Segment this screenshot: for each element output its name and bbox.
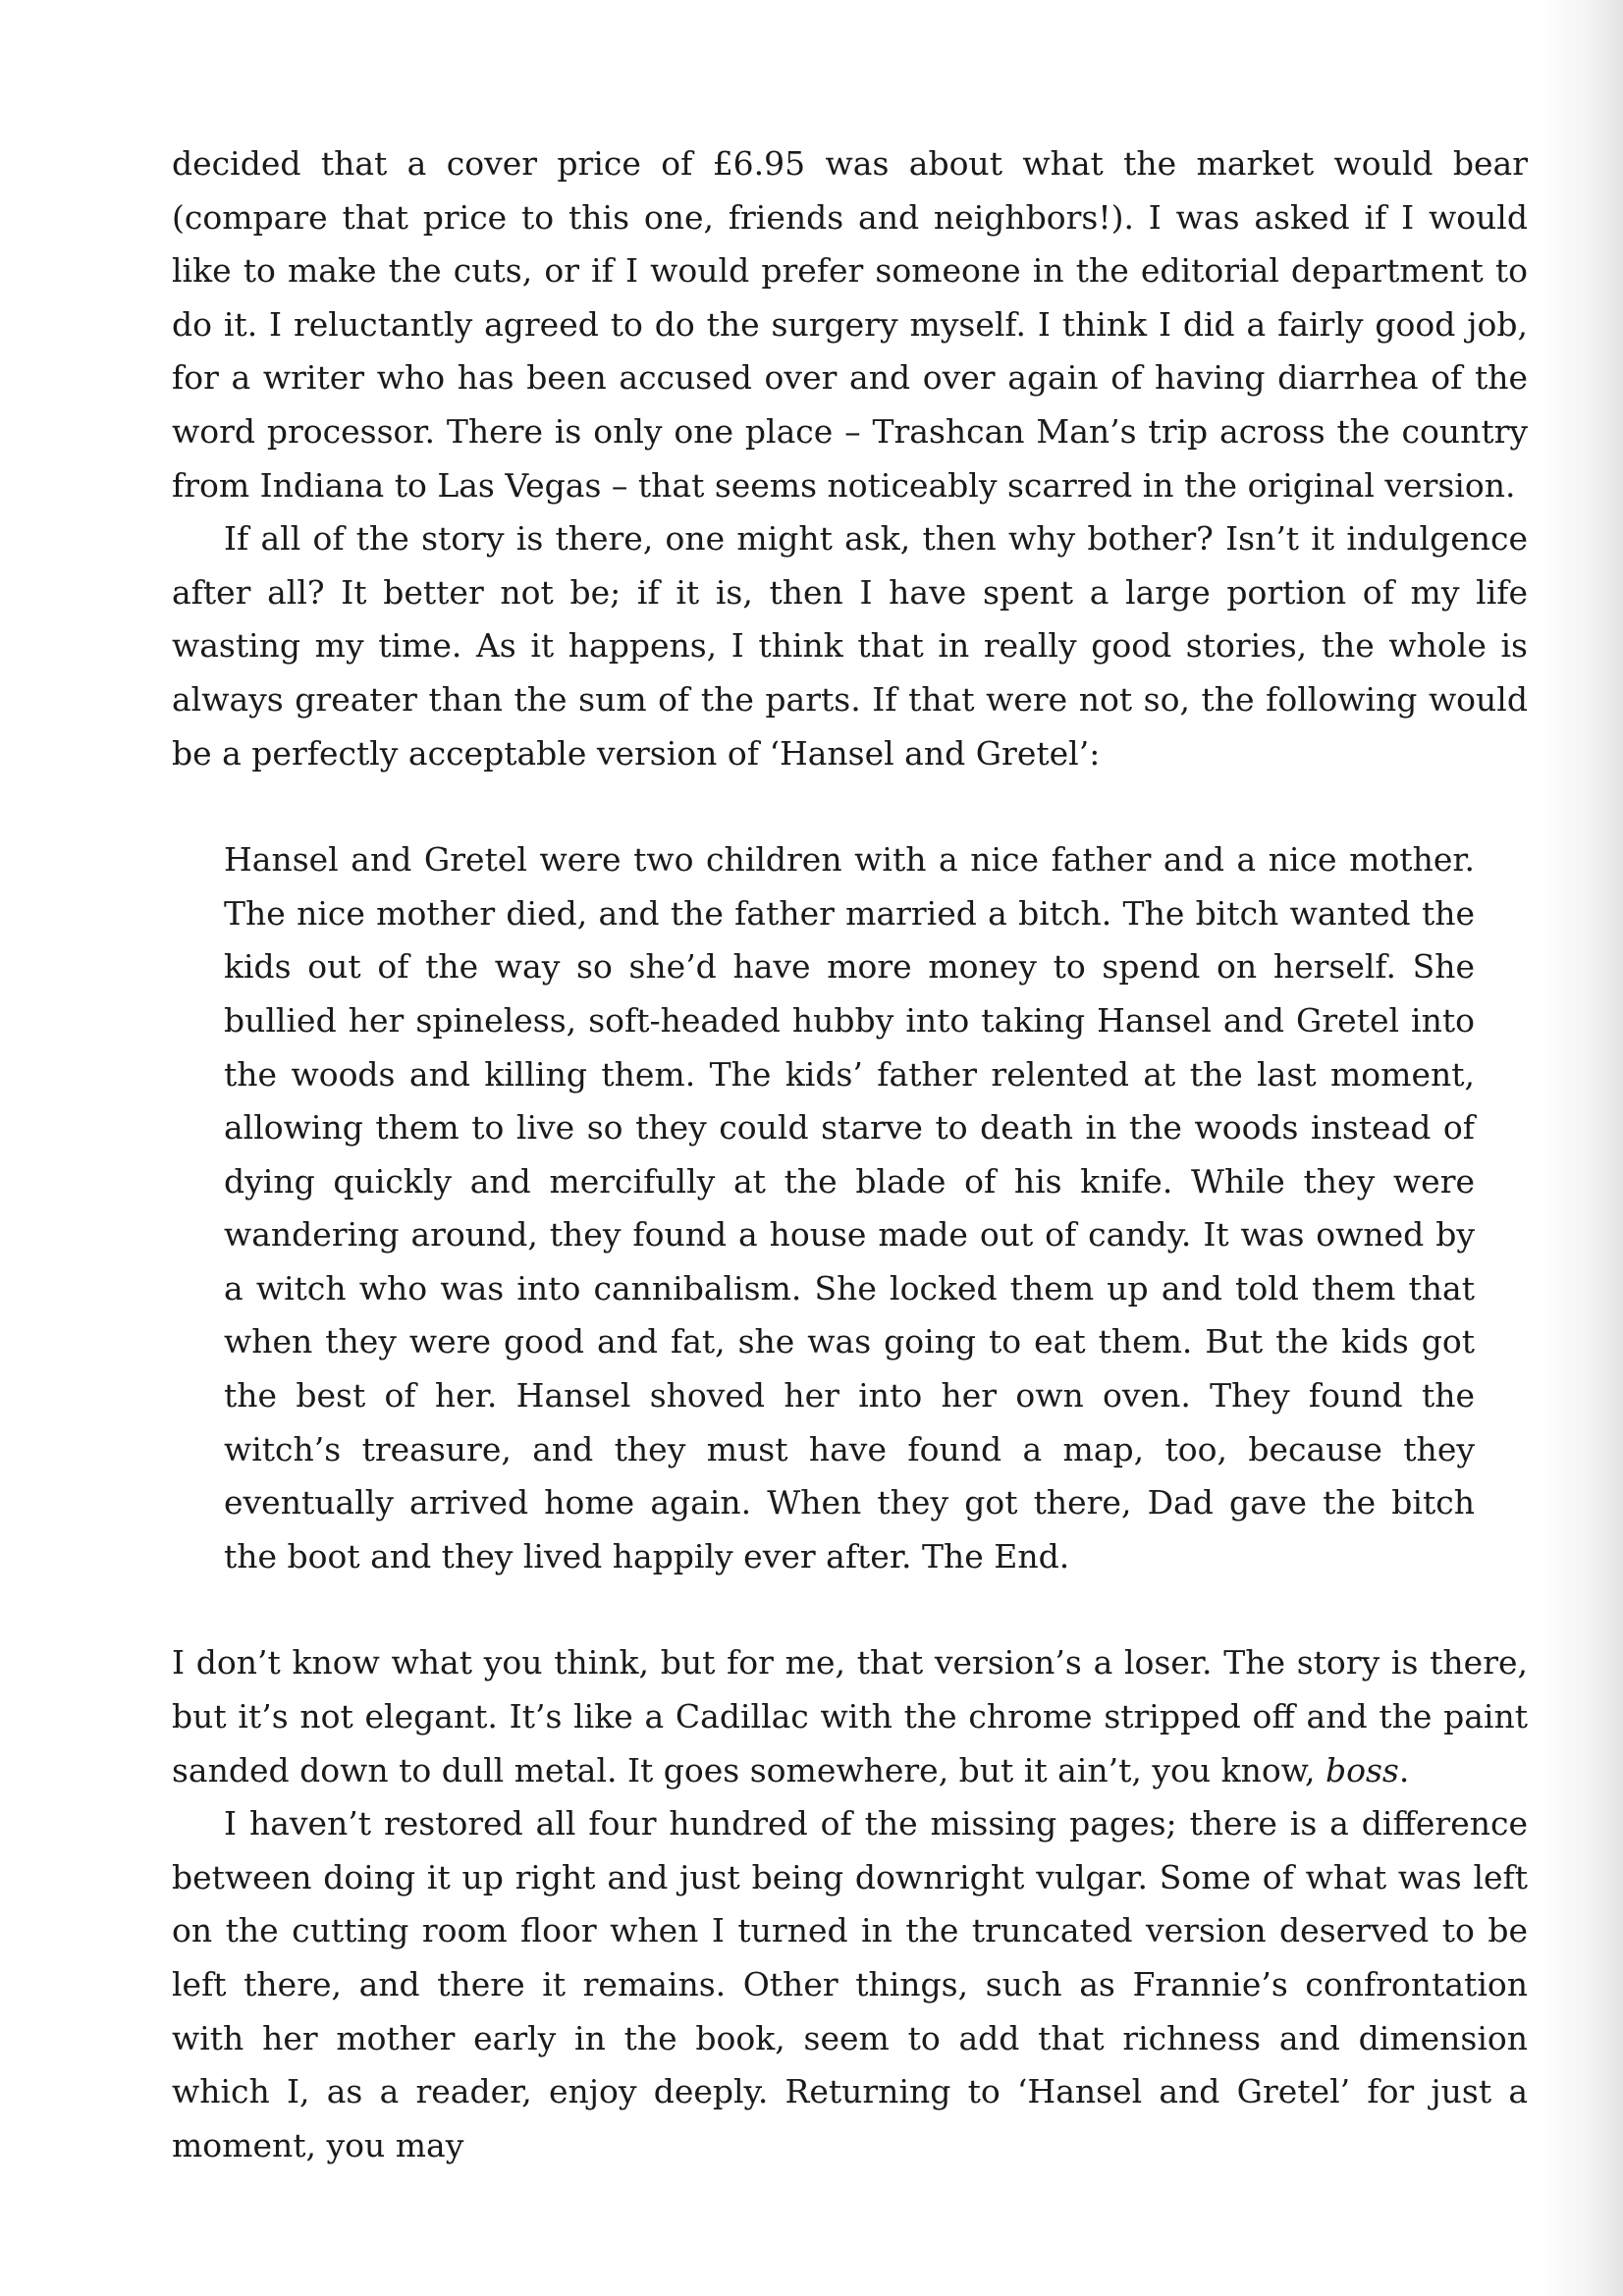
paragraph-continued: decided that a cover price of £6.95 was about what the market would bear (compare that price to this one, friends and neighbors!). I was asked if I would like to make the cuts, or if I would prefer someone in the editorial department to do it. I reluctantly agreed to do the surgery myself. I think I did a fairly good job, for a writer who has been accused over and over again of having diarrhea of the word processor. There is only one place – Trashcan Man’s trip across the country from Indiana to Las Vegas – that seems noticeably scarred in the original version.	[172, 144, 1528, 505]
body-text	[172, 137, 1528, 2172]
paragraph-loser-version-text: I don’t know what you think, but for me, that version’s a loser. The story is there, but it’s not elegant. It’s like a Cadillac with the chrome stripped off and the paint sanded down to dull metal. It goes somewhere, but it ain’t, you know,	[172, 1643, 1528, 1789]
block-quote-hansel-and-gretel: Hansel and Gretel were two children with a nice father and a nice mother. The nice mother died, and the father married a bitch. The bitch wanted the kids out of the way so she’d have more money to spend on herself. She bullied her spineless, soft-headed hubby into taking Hansel and Gretel into the woods and killing them. The kids’ father relented at the last moment, allowing them to live so they could starve to death in the woods instead of dying quickly and mercifully at the blade of his knife. While they were wandering around, they found a house made out of candy. It was owned by a witch who was into cannibalism. She locked them up and told them that when they were good and fat, she was going to eat them. But the kids got the best of her. Hansel shoved her into her own oven. They found the witch’s treasure, and they must have found a map, too, because they eventually arrived home again. When they got there, Dad gave the bitch the boot and they lived happily ever after. The End.	[224, 840, 1475, 1575]
paragraph-restored-pages: I haven’t restored all four hundred of the missing pages; there is a difference between doing it up right and just being downright vulgar. Some of what was left on the cutting room floor when I turned in the truncated version deserved to be left there, and there it remains. Other things, such as Frannie’s confrontation with her mother early in the book, seem to add that richness and dimension which I, as a reader, enjoy deeply. Returning to ‘Hansel and Gretel’ for just a moment, you may	[172, 1804, 1528, 2164]
emphasis-boss: boss	[1325, 1750, 1399, 1789]
paragraph-loser-version	[172, 1636, 1528, 1797]
page-edge-shadow	[1541, 0, 1623, 2296]
paragraph-loser-version-end: .	[1398, 1750, 1410, 1789]
paragraph-indulgence: If all of the story is there, one might ask, then why bother? Isn’t it indulgence after all? It better not be; if it is, then I have spent a large portion of my life wasting my time. As it happens, I think that in really good stories, the whole is always greater than the sum of the parts. If that were not so, the following would be a perfectly acceptable version of ‘Hansel and Gretel’:	[172, 519, 1528, 773]
